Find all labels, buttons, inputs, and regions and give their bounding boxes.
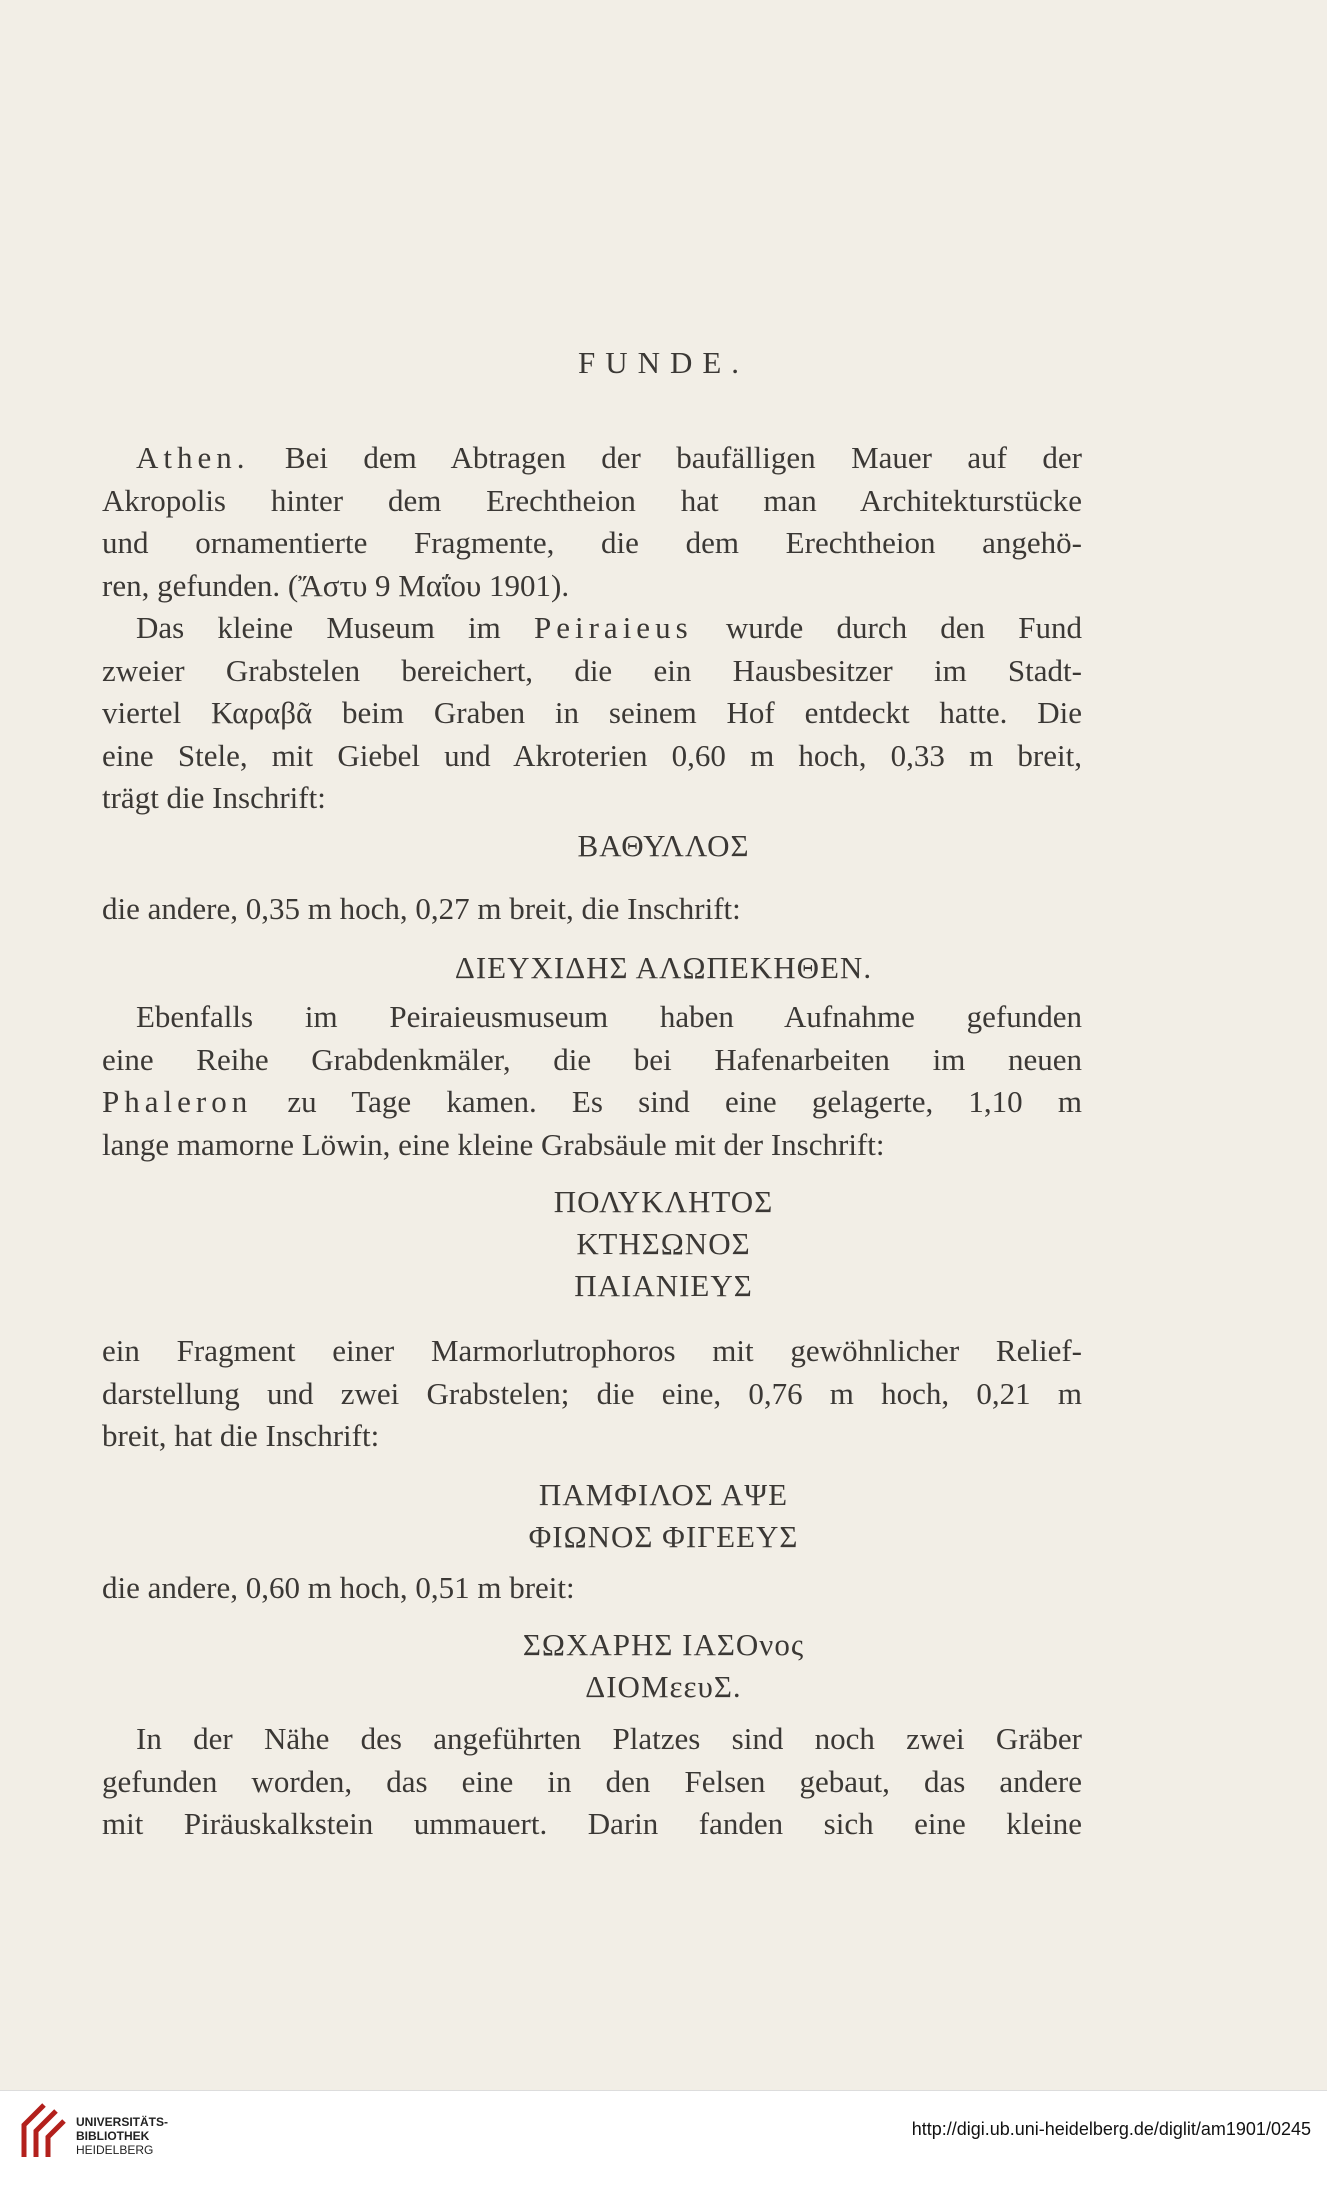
text-line: die andere, 0,35 m hoch, 0,27 m breit, die Inschrift: xyxy=(102,891,741,926)
text-line xyxy=(102,1718,1082,1761)
inscription-pamphilos xyxy=(0,1474,1327,1558)
inscription-line: ΠΑΜΦΙΛΟΣ ΑΨΕ xyxy=(538,1477,789,1512)
inscription-line: ΠΑΙΑΝΙΕΥΣ xyxy=(574,1268,753,1303)
text-line: mit Piräuskalkstein ummauert. Darin fanden sich eine kleine xyxy=(102,1806,1082,1841)
place-name-peiraieus: Peiraieus xyxy=(534,610,693,645)
text-line xyxy=(102,1081,1082,1124)
inscription-line: ΔΙΟΜεευΣ. xyxy=(585,1669,742,1704)
text-line: Akropolis hinter dem Erechtheion hat man Architekturstücke xyxy=(102,482,1082,518)
inscription-socharis xyxy=(0,1624,1327,1708)
text-line: gefunden worden, das eine in den Felsen gebaut, das andere xyxy=(102,1763,1082,1799)
text-span: Bei dem Abtragen der baufälligen Mauer auf der xyxy=(249,440,1082,475)
text-line: lange mamorne Löwin, eine kleine Grabsäule mit der Inschrift: xyxy=(102,1126,885,1162)
paragraph-ebenfalls xyxy=(102,996,1082,1166)
paragraph-peiraieus xyxy=(102,607,1082,820)
inscription-line: ΠΟΛΥΚΛΗΤΟΣ xyxy=(553,1184,774,1219)
text-span: Das kleine Museum im xyxy=(136,610,534,645)
library-name xyxy=(76,2115,168,2157)
text-line: trägt die Inschrift: xyxy=(102,780,326,815)
inscription-polykletos xyxy=(0,1181,1327,1307)
text-line: eine Reihe Grabdenkmäler, die bei Hafenarbeiten im neuen xyxy=(102,1041,1082,1077)
text-line: viertel Καραβᾶ beim Graben in seinem Hof entdeckt hatte. Die xyxy=(102,695,1082,730)
place-name-athen: Athen. xyxy=(136,440,250,475)
text-line xyxy=(102,437,1082,480)
inscription-line: ΦΙΩΝΟΣ ΦΙΓΕΕΥΣ xyxy=(528,1519,799,1554)
text-line: und ornamentierte Fragmente, die dem Erechtheion angehö- xyxy=(102,525,1082,560)
text-span: zu Tage kamen. Es sind eine gelagerte, 1,10 m xyxy=(252,1084,1082,1119)
paragraph-fragment xyxy=(102,1330,1082,1458)
library-logo-icon xyxy=(14,2101,68,2161)
text-line xyxy=(102,607,1082,650)
paragraph-athen xyxy=(102,437,1082,607)
paragraph-andere-1 xyxy=(102,888,1082,931)
text-line: breit, hat die Inschrift: xyxy=(102,1418,380,1453)
inscription-line: ΚΤΗΣΩΝΟΣ xyxy=(576,1226,751,1261)
text-line: ren, gefunden. (Ἄστυ 9 Μαΐου 1901). xyxy=(102,567,570,603)
paragraph-andere-2 xyxy=(102,1567,1082,1610)
library-name-line: BIBLIOTHEK xyxy=(76,2129,150,2143)
text-span: Ebenfalls im Peiraieusmuseum haben Aufnahme gefunden xyxy=(136,999,1082,1034)
text-span: In der Nähe des angeführten Platzes sind noch zwei Gräber xyxy=(136,1721,1082,1756)
source-url[interactable]: http://digi.ub.uni-heidelberg.de/diglit/am1901/0245 xyxy=(911,2119,1311,2139)
text-line: eine Stele, mit Giebel und Akroterien 0,60 m hoch, 0,33 m breit, xyxy=(102,737,1082,773)
inscription-dieuchides: ΔΙΕΥΧΙΔΗΣ ΑΛΩΠΕΚΗΘΕΝ. xyxy=(454,950,873,985)
text-span: wurde durch den Fund xyxy=(692,610,1082,645)
text-line xyxy=(102,996,1082,1039)
inscription-line: ΣΩΧΑΡΗΣ ΙΑΣΟνος xyxy=(522,1627,805,1662)
library-name-line: UNIVERSITÄTS- xyxy=(76,2115,169,2129)
text-line: zweier Grabstelen bereichert, die ein Hausbesitzer im Stadt- xyxy=(102,652,1082,688)
library-name-line: HEIDELBERG xyxy=(76,2143,154,2157)
text-line: die andere, 0,60 m hoch, 0,51 m breit: xyxy=(102,1570,575,1605)
paragraph-naehe xyxy=(102,1718,1082,1846)
inscription-bathyllos: ΒΑΘΥΛΛΟΣ xyxy=(577,828,750,863)
text-line: darstellung und zwei Grabstelen; die eine, 0,76 m hoch, 0,21 m xyxy=(102,1375,1082,1411)
text-line: ein Fragment einer Marmorlutrophoros mit gewöhnlicher Relief- xyxy=(102,1333,1082,1368)
place-name-phaleron: Phaleron xyxy=(102,1084,253,1119)
footer-bar xyxy=(0,2090,1327,2187)
section-heading: FUNDE. xyxy=(577,345,750,380)
